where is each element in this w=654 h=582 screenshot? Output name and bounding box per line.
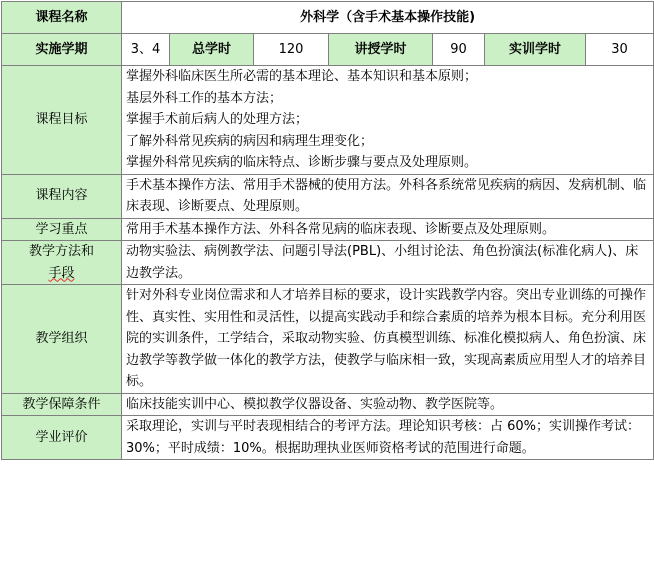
content-label: 课程内容: [2, 174, 122, 218]
objective-line: 掌握外科临床医生所必需的基本理论、基本知识和基本原则；: [126, 69, 478, 84]
methods-label: [2, 241, 122, 285]
conditions-label: 教学保障条件: [2, 393, 122, 416]
methods-label-line1: 教学方法和: [28, 244, 94, 259]
lecture-hours-label: 讲授学时: [329, 34, 433, 66]
total-hours-label: 总学时: [170, 34, 254, 66]
row-methods: [2, 241, 654, 285]
key-points-text: 常用手术基本操作方法、外科各常见病的临床表现、诊断要点及处理原则。: [122, 218, 654, 241]
conditions-text: 临床技能实训中心、模拟教学仪器设备、实验动物、教学医院等。: [122, 393, 654, 416]
header-row-course-name: [2, 2, 654, 34]
methods-label-line2: 手段: [48, 265, 75, 281]
lecture-hours-value: 90: [433, 34, 485, 66]
evaluation-label: 学业评价: [2, 416, 122, 460]
objectives-content: [122, 66, 654, 175]
course-name-label: 课程名称: [2, 2, 122, 34]
objective-line: 掌握手术前后病人的处理方法；: [126, 112, 309, 127]
row-content: [2, 174, 654, 218]
organization-label: 教学组织: [2, 285, 122, 394]
semester-value: 3、4: [122, 34, 170, 66]
objective-line: 掌握外科常见疾病的临床特点、诊断步骤与要点及处理原则。: [126, 155, 478, 170]
practice-hours-value: 30: [586, 34, 654, 66]
objectives-label: 课程目标: [2, 66, 122, 175]
practice-hours-label: 实训学时: [485, 34, 586, 66]
organization-text: 针对外科专业岗位需求和人才培养目标的要求，设计实践教学内容。突出专业训练的可操作性、真实性、实用性和灵活性，以提高实践动手和综合素质的培养为根本目标。充分利用医院的实训条件，工学结合，采取动物实验、仿真模型训练、标准化模拟病人、角色扮演、床边教学等教学做一体化的教学方法，使教学与临床相一致，实现高素质应用型人才的培养目标。: [122, 285, 654, 394]
course-info-table: [1, 1, 654, 460]
methods-text: 动物实验法、病例教学法、问题引导法(PBL)、小组讨论法、角色扮演法(标准化病人)、床边教学法。: [122, 241, 654, 285]
course-name: 外科学（含手术基本操作技能): [122, 2, 654, 34]
row-conditions: [2, 393, 654, 416]
row-objectives: [2, 66, 654, 175]
semester-label: 实施学期: [2, 34, 122, 66]
total-hours-value: 120: [254, 34, 329, 66]
content-text: 手术基本操作方法、常用手术器械的使用方法。外科各系统常见疾病的病因、发病机制、临床表现、诊断要点、处理原则。: [122, 174, 654, 218]
objective-line: 基层外科工作的基本方法；: [126, 90, 283, 106]
key-points-label: 学习重点: [2, 218, 122, 241]
header-row-hours: [2, 34, 654, 66]
row-evaluation: [2, 416, 654, 460]
evaluation-text: 采取理论，实训与平时表现相结合的考评方法。理论知识考核：占 60%；实训操作考试：30%；平时成绩：10%。根据助理执业医师资格考试的范围进行命题。: [122, 416, 654, 460]
row-organization: [2, 285, 654, 394]
objective-line: 了解外科常见疾病的病因和病理生理变化；: [126, 133, 374, 149]
row-key-points: [2, 218, 654, 241]
